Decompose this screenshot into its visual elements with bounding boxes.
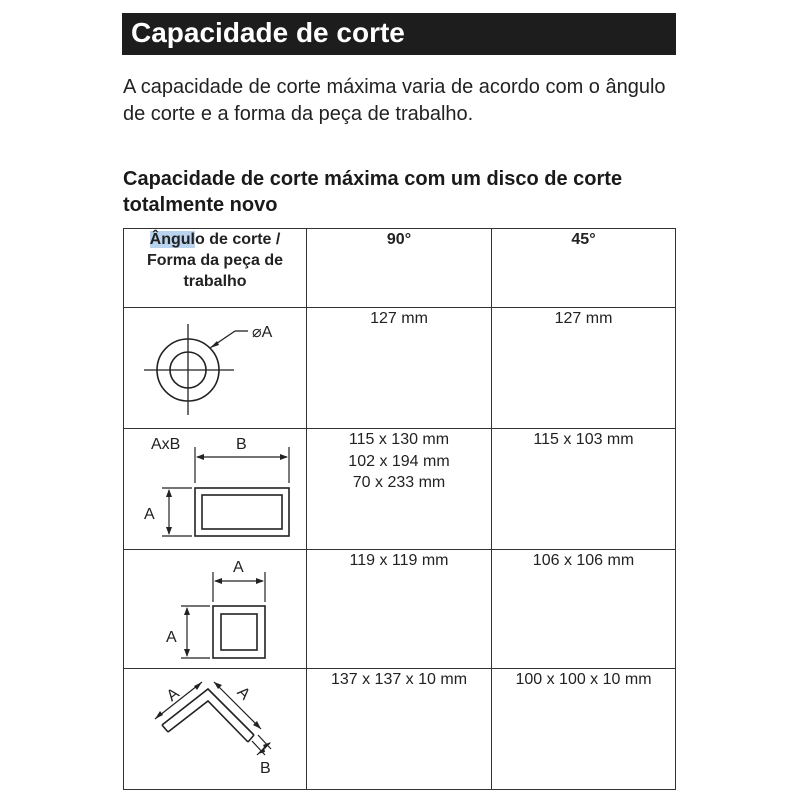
- table-row: [124, 429, 676, 550]
- a-side-label: A: [166, 629, 177, 646]
- table-subtitle: Capacidade de corte máxima com um disco de corte totalmente novo: [123, 168, 623, 216]
- header-angle-shape-rest: o de corte / Forma da peça de trabalho: [146, 231, 284, 290]
- value-line: 70 x 233 mm: [352, 474, 446, 491]
- table-row: [124, 308, 676, 429]
- a-label: A: [144, 506, 155, 523]
- cell-45: [492, 429, 676, 550]
- angle-iron-diagram: [124, 669, 307, 789]
- angle-iron-figure-cell: [124, 669, 307, 790]
- a1-label: A: [163, 685, 183, 705]
- value-line: 127 mm: [370, 310, 428, 327]
- value-line: 127 mm: [554, 310, 613, 327]
- value-line: 102 x 194 mm: [348, 452, 450, 470]
- cutting-capacity-table: [123, 228, 676, 790]
- table-row: [124, 550, 676, 669]
- a-top-label: A: [233, 559, 244, 576]
- cell-45: [492, 669, 676, 790]
- cell-45: [492, 550, 676, 669]
- value-line: 100 x 100 x 10 mm: [515, 671, 652, 688]
- a2-label: A: [233, 683, 254, 704]
- intro-paragraph: A capacidade de corte máxima varia de acordo com o ângulo de corte e a forma da peça de trabalho.: [123, 76, 666, 125]
- rectangular-tube-diagram: [124, 429, 307, 549]
- cell-90: [307, 429, 492, 550]
- section-title: Capacidade de corte: [131, 17, 405, 48]
- selected-text-highlight[interactable]: Ângul: [149, 231, 195, 248]
- b-label: B: [260, 760, 271, 777]
- cell-90: [307, 669, 492, 790]
- header-90: 90°: [307, 229, 492, 308]
- section-title-bar: [122, 13, 676, 55]
- value-line: 115 x 130 mm: [348, 431, 450, 448]
- value-line: 115 x 103 mm: [533, 431, 634, 448]
- rectangular-tube-figure-cell: [124, 429, 307, 550]
- cell-90: [307, 550, 492, 669]
- cell-45: [492, 308, 676, 429]
- round-pipe-diagram: [124, 308, 307, 428]
- header-angle-shape: [124, 229, 307, 308]
- table-row: [124, 669, 676, 790]
- diameter-a-label: ⌀A: [252, 324, 273, 341]
- b-label: B: [236, 436, 247, 453]
- square-tube-figure-cell: [124, 550, 307, 669]
- value-line: 119 x 119 mm: [349, 552, 449, 569]
- table-header-row: [124, 229, 676, 308]
- value-line: 106 x 106 mm: [532, 552, 635, 569]
- value-line: 137 x 137 x 10 mm: [330, 671, 468, 688]
- header-45: 45°: [492, 229, 676, 308]
- round-pipe-figure-cell: [124, 308, 307, 429]
- cell-90: [307, 308, 492, 429]
- axb-label: AxB: [151, 436, 181, 453]
- square-tube-diagram: [124, 550, 307, 668]
